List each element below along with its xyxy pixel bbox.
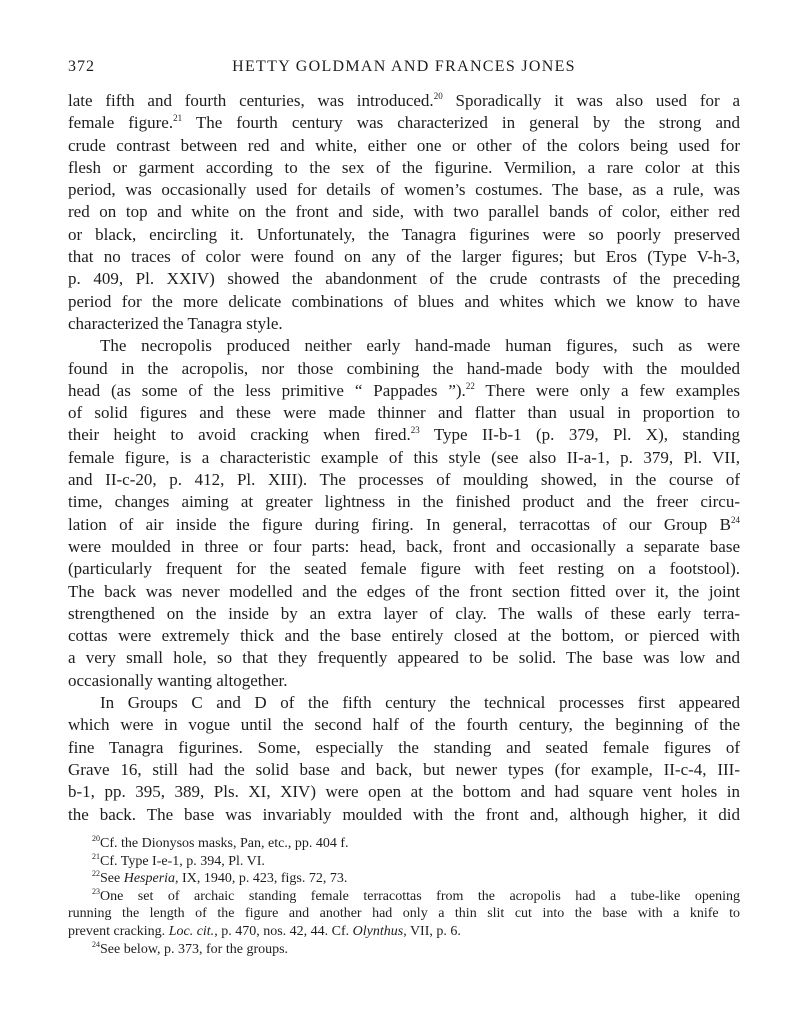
body-line: The back was never modelled and the edges of the front section fitted over it, the joint [68,581,740,601]
body-line: cottas were extremely thick and the base entirely closed at the bottom, or pierced with [68,626,740,646]
footnote-ref: 22 [465,380,475,391]
footnote-23: $^{23}$One set of archaic standing female terracottas from the acropolis had a tube-like opening [92,886,740,904]
footnote-23-line-3: prevent cracking. Loc. cit., p. 470, nos. 42, 44. Cf. Olynthus, VII, p. 6. [68,923,461,939]
page-header [68,58,740,80]
body-line: that no traces of color were found on any of the larger figures; but Eros (Type V-h-3, [68,247,740,267]
body-line: their height to avoid cracking when fired.$^{23}$ Type II-b-1 (p. 379, Pl. X), standing [68,425,741,445]
body-line: or black, encircling it. Unfortunately, the Tanagra figurines were so poorly preserved [68,224,740,244]
footnote-ref: 23 [410,425,420,436]
body-line: of solid figures and these were made thinner and flatter than usual in proportion to [68,403,740,423]
body-line: time, changes aiming at greater lightness in the finished product and the freer circu- [68,492,740,512]
body-line: lation of air inside the figure during firing. In general, terracottas of our Group $B^{24}$ [68,514,740,534]
footnote-ref: 20 [433,91,443,101]
body-line: Grave 16, still had the solid base and back, but newer types (for example, II-c-4, III- [68,759,740,779]
footnote-ref: 24 [731,514,740,525]
body-line: female figure.$^{21}$ The fourth century was characterized in general by the strong and [68,113,740,133]
body-line: period for the more delicate combinations of blues and whites which we know to have [68,291,740,311]
body-line: In Groups C and D of the fifth century the technical processes first appeared [100,693,740,713]
body-line: fine Tanagra figurines. Some, especially the standing and seated female figures of [68,737,740,757]
body-line: flesh or garment according to the sex of the figurine. Vermilion, a rare color at this [68,157,740,177]
footnotes [68,835,740,958]
running-title: HETTY GOLDMAN AND FRANCES JONES [232,58,576,75]
body-line: (particularly frequent for the seated female figure with feet resting on a footstool). [68,559,740,579]
body-line: head (as some of the less primitive “ Pappades ”).$^{22}$ There were only a few examples [68,380,740,400]
footnote-24: $^{24}$See below, p. 373, for the groups. [92,939,289,957]
page-number: 372 [68,58,95,75]
body-line: which were in vogue until the second half of the fourth century, the beginning of the [68,715,740,735]
body-line: b-1, pp. 395, 389, Pls. XI, XIV) were open at the bottom and had square vent holes in [68,782,740,802]
footnote-23-line-2: running the length of the figure and another had only a thin slit cut into the base with a knife to [68,906,740,922]
body-line: the back. The base was invariably moulded with the front and, although higher, it did [68,804,740,824]
body-line: The necropolis produced neither early hand-made human figures, such as were [100,336,740,356]
footnote-22: $^{22}$See Hesperia, IX, 1940, p. 423, figs. 72, 73. [92,869,348,887]
body-line: period, was occasionally used for details of women’s costumes. The base, as a rule, was [68,180,740,200]
body-line: and II-c-20, p. 412, Pl. XIII). The processes of moulding showed, in the course of [68,470,740,490]
footnote-20: $^{20}$Cf. the Dionysos masks, Pan, etc., pp. 404 f. [92,834,349,851]
body-line: crude contrast between red and white, either one or other of the colors being used for [68,135,740,155]
body-line: a very small hole, so that they frequently appeared to be solid. The base was low and [68,648,740,668]
body-text [68,90,740,826]
body-line: p. 409, Pl. XXIV) showed the abandonment of the crude contrasts of the preceding [68,269,740,289]
footnote-ref: 21 [173,113,183,124]
footnote-21: $^{21}$Cf. Type I-e-1, p. 394, Pl. VI. [92,851,265,869]
body-line: characterized the Tanagra style. [68,313,283,333]
body-line: strengthened on the inside by an extra layer of clay. The walls of these early terra- [68,603,740,623]
body-line: red on top and white on the front and side, with two parallel bands of color, either red [68,202,740,222]
body-line: female figure, is a characteristic example of this style (see also II-a-1, p. 379, Pl. VII, [68,447,740,467]
body-line: found in the acropolis, nor those combining the hand-made body with the moulded [68,358,740,378]
body-line: occasionally wanting altogether. [68,670,288,690]
body-line: were moulded in three or four parts: head, back, front and occasionally a separate base [68,536,740,556]
body-line: late fifth and fourth centuries, was introduced.$^{20}$ Sporadically it was also used for a [68,91,740,110]
